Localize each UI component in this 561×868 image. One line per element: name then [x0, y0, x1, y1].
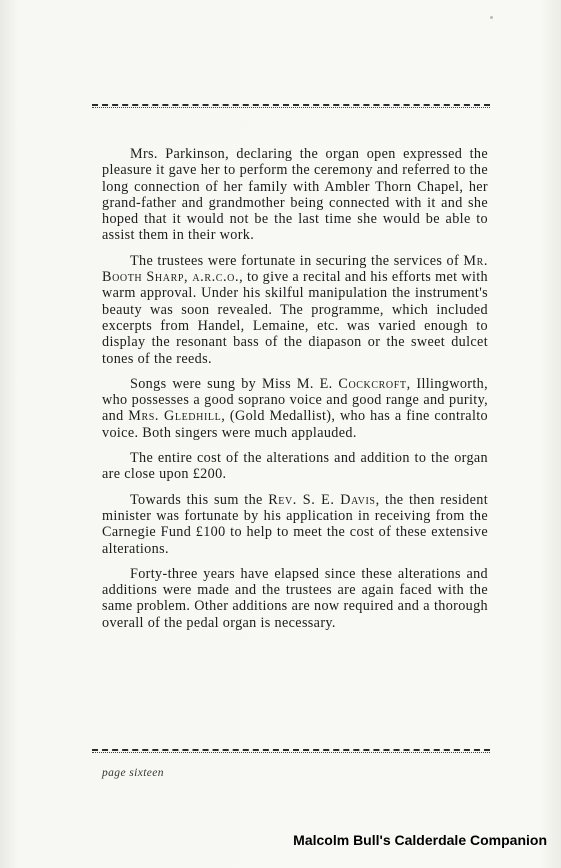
name-small-caps: Mr. Booth Sharp, a.r.c.o.	[102, 252, 488, 286]
name-small-caps: Mrs. Gledhill	[128, 408, 222, 425]
text-run: The entire cost of the alterations and addition to the organ are close upon £200.	[102, 450, 488, 483]
text-run: , (Gold Medallist), who has a fine contralto voice. Both singers were much applauded.	[102, 408, 488, 441]
text-run: Forty-three years have elapsed since these alterations and additions were made and the trustees are again faced with the same problem. Other additions are now required and a thorough overall of the pedal organ is necessary.	[102, 565, 488, 631]
top-divider	[92, 104, 490, 108]
paragraph	[102, 253, 488, 367]
text-run: Mrs. Parkinson, declaring the organ open expressed the pleasure it gave her to perform the ceremony and referred to the long connection of her family with Ambler Thorn Chapel, her grand-father and grandmother being connected with it and she hoped that it would not be the last time she would be able to assist them in their work.	[102, 146, 488, 244]
text-run: Towards this sum the	[130, 491, 269, 508]
text-run: , Illingworth, who possesses a good soprano voice and good range and purity, and	[102, 375, 488, 425]
page-number-label: page sixteen	[102, 767, 164, 779]
body-text	[102, 146, 488, 640]
paragraph	[102, 450, 488, 483]
bottom-divider	[92, 749, 490, 753]
paper-speck	[490, 16, 493, 19]
name-small-caps: Cockcroft	[338, 375, 407, 392]
paragraph	[102, 492, 488, 557]
text-run: The trustees were fortunate in securing the services of	[130, 252, 464, 269]
paragraph	[102, 566, 488, 631]
text-run: , to give a recital and his efforts met with warm approval. Under his skilful manipulation the instrument's beauty was soon revealed. The programme, which included excerpts from Handel, Lemaine, etc. was varied enough to display the resonant bass of the diapason or the sweet dulcet tones of the reeds.	[102, 269, 488, 367]
paragraph	[102, 146, 488, 244]
text-run: Songs were sung by Miss M. E.	[130, 375, 339, 392]
text-run: , the then resident minister was fortunate by his application in receiving from the Carnegie Fund £100 to help to meet the cost of these extensive alterations.	[102, 491, 489, 557]
paragraph	[102, 376, 488, 441]
name-small-caps: Rev. S. E. Davis	[268, 491, 376, 508]
source-credit: Malcolm Bull's Calderdale Companion	[293, 832, 547, 848]
